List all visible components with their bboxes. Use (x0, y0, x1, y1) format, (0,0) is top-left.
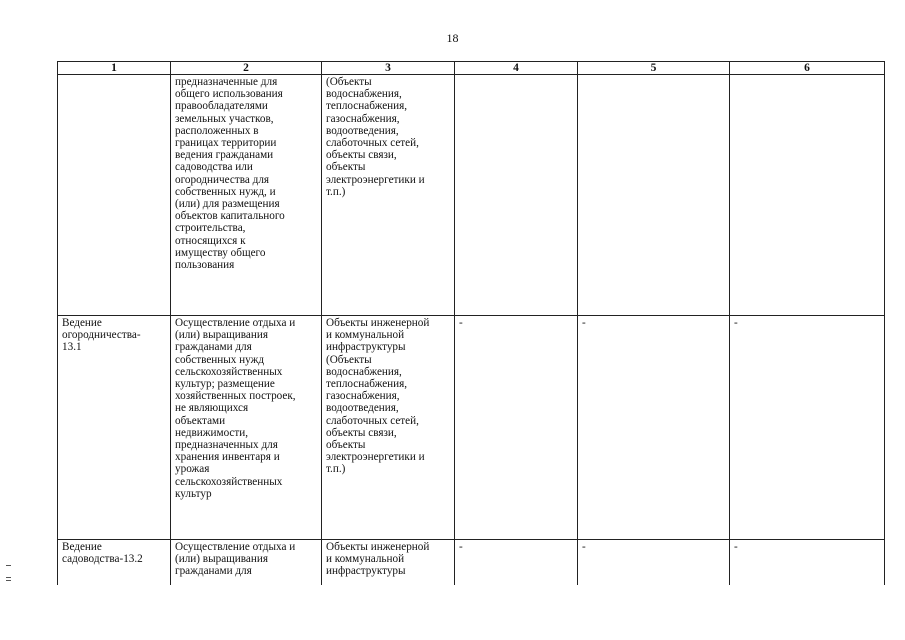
auxiliary-use: Объекты инженерной и коммунальной инфраструктуры (Объекты водоснабжения, теплоснабжения, газоснабжения, водоотведения, слаботочных сетей, объекты связи, объекты электроэнергетики и т.п.) (322, 316, 455, 540)
column-6-value: - (730, 316, 885, 540)
table-header-row (58, 62, 885, 75)
column-5-value: - (578, 316, 730, 540)
column-5-value (578, 75, 730, 316)
table-row (58, 316, 885, 540)
scan-margin-mark (6, 580, 11, 581)
column-header: 4 (455, 62, 578, 75)
permitted-use-name: Ведение огородничества- 13.1 (58, 316, 171, 540)
column-4-value: - (455, 316, 578, 540)
column-6-value (730, 75, 885, 316)
table-row (58, 75, 885, 316)
zoning-table (57, 61, 885, 585)
column-header: 6 (730, 62, 885, 75)
permitted-use-name: Ведение садоводства-13.2 (58, 540, 171, 586)
column-header: 5 (578, 62, 730, 75)
column-4-value (455, 75, 578, 316)
table-row (58, 540, 885, 586)
scan-margin-mark (6, 577, 11, 578)
column-4-value: - (455, 540, 578, 586)
permitted-use-description: предназначенные для общего использования правообладателями земельных участков, расположенных в границах территории ведения гражданами садоводства или огородничества для собственных нужд, и (или) для размещения объектов капитального строительства, относящихся к имуществу общего пользования (171, 75, 322, 316)
column-6-value: - (730, 540, 885, 586)
auxiliary-use: (Объекты водоснабжения, теплоснабжения, газоснабжения, водоотведения, слаботочных сетей, объекты связи, объекты электроэнергетики и т.п.) (322, 75, 455, 316)
auxiliary-use: Объекты инженерной и коммунальной инфраструктуры (322, 540, 455, 586)
column-header: 2 (171, 62, 322, 75)
scan-margin-mark (6, 565, 11, 566)
column-header: 1 (58, 62, 171, 75)
column-header: 3 (322, 62, 455, 75)
permitted-use-description: Осуществление отдыха и (или) выращивания гражданами для собственных нужд сельскохозяйственных культур; размещение хозяйственных построек, не являющихся объектами недвижимости, предназначенных для хранения инвентаря и урожая сельскохозяйственных культур (171, 316, 322, 540)
permitted-use-description: Осуществление отдыха и (или) выращивания гражданами для (171, 540, 322, 586)
column-5-value: - (578, 540, 730, 586)
page-number: 18 (446, 31, 459, 45)
permitted-use-name (58, 75, 171, 316)
